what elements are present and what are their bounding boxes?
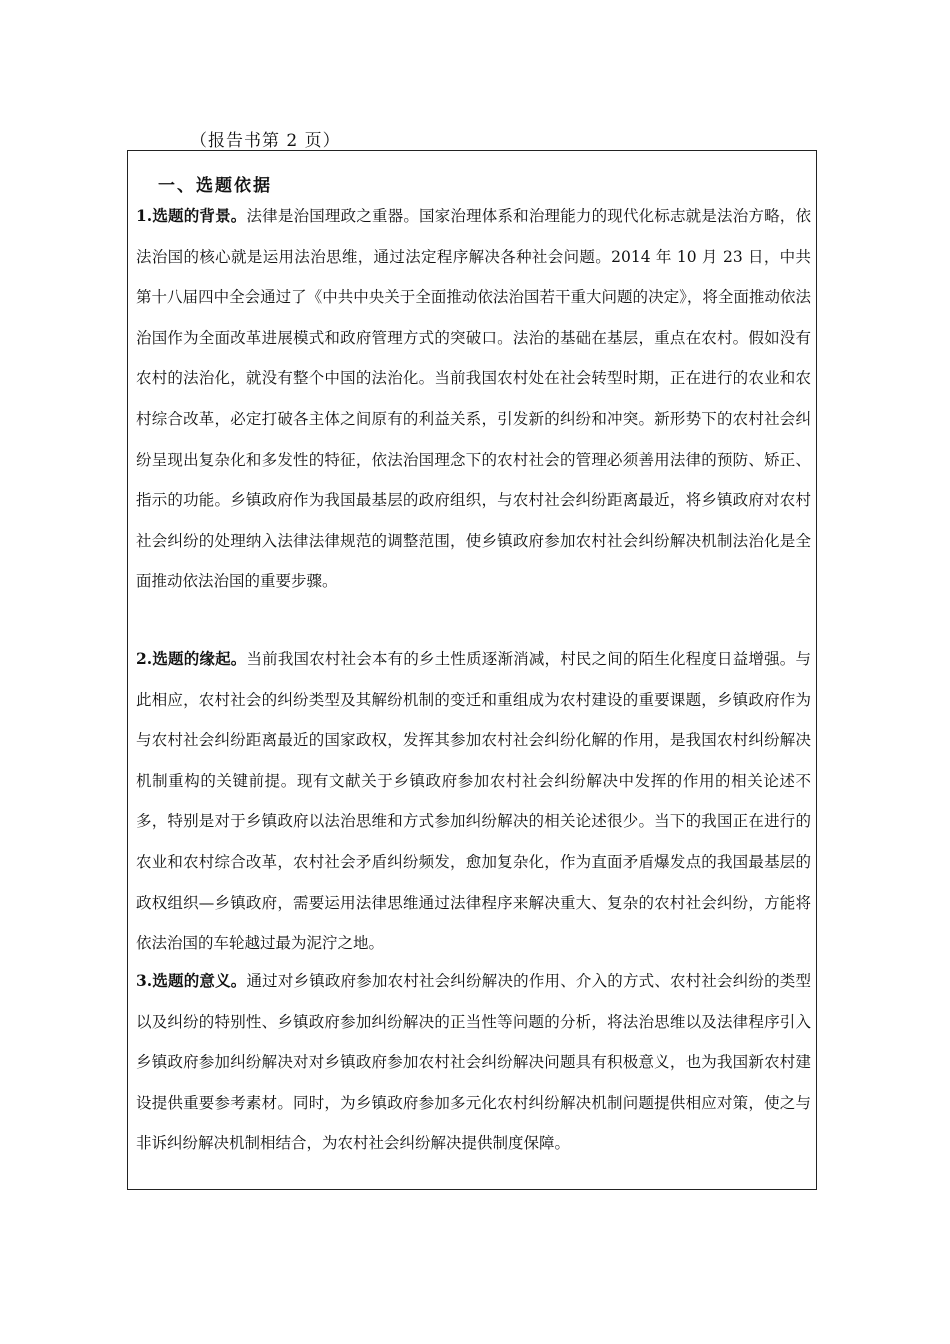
paragraph-origin [136, 639, 811, 964]
section-heading: 一、选题依据 [158, 176, 272, 196]
paragraph-lead: 3.选题的意义。 [136, 971, 247, 990]
page-number-note: （报告书第 2 页） [190, 131, 341, 151]
paragraph-lead: 1.选题的背景。 [136, 206, 247, 225]
paragraph-text: 当前我国农村社会本有的乡土性质逐渐消减，村民之间的陌生化程度日益增强。与此相应，农村社会的纠纷类型及其解纷机制的变迁和重组成为农村建设的重要课题，乡镇政府作为与农村社会纠纷距离最近的国家政权，发挥其参加农村社会纠纷化解的作用，是我国农村纠纷解决机制重构的关键前提。现有文献关于乡镇政府参加农村社会纠纷解决中发挥的作用的相关论述不多，特别是对于乡镇政府以法治思维和方式参加纠纷解决的相关论述很少。当下的我国正在进行的农业和农村综合改革，农村社会矛盾纠纷频发，愈加复杂化，作为直面矛盾爆发点的我国最基层的政权组织—乡镇政府，需要运用法律思维通过法律程序来解决重大、复杂的农村社会纠纷，方能将依法治国的车轮越过最为泥泞之地。 [136, 650, 811, 953]
report-section-box [127, 150, 817, 1190]
paragraph-background [136, 196, 811, 602]
paragraph-lead: 2.选题的缘起。 [136, 649, 247, 668]
paragraph-significance [136, 961, 811, 1164]
paragraph-text: 通过对乡镇政府参加农村社会纠纷解决的作用、介入的方式、农村社会纠纷的类型以及纠纷的特别性、乡镇政府参加纠纷解决的正当性等问题的分析，将法治思维以及法律程序引入乡镇政府参加纠纷解决对对乡镇政府参加农村社会纠纷解决问题具有积极意义，也为我国新农村建设提供重要参考素材。同时，为乡镇政府参加多元化农村纠纷解决机制问题提供相应对策，使之与非诉纠纷解决机制相结合，为农村社会纠纷解决提供制度保障。 [136, 972, 811, 1153]
paragraph-text: 法律是治国理政之重器。国家治理体系和治理能力的现代化标志就是法治方略，依法治国的核心就是运用法治思维，通过法定程序解决各种社会问题。2014 年 10 月 23 日，中共第十八届四中全会通过了《中共中央关于全面推动依法治国若干重大问题的决定》，将全面推动依法治国作为全面改革进展模式和政府管理方式的突破口。法治的基础在基层，重点在农村。假如没有农村的法治化，就没有整个中国的法治化。当前我国农村处在社会转型时期，正在进行的农业和农村综合改革，必定打破各主体之间原有的利益关系，引发新的纠纷和冲突。新形势下的农村社会纠纷呈现出复杂化和多发性的特征，依法治国理念下的农村社会的管理必须善用法律的预防、矫正、指示的功能。乡镇政府作为我国最基层的政府组织，与农村社会纠纷距离最近，将乡镇政府对农村社会纠纷的处理纳入法律法律规范的调整范围，使乡镇政府参加农村社会纠纷解决机制法治化是全面推动依法治国的重要步骤。 [136, 207, 811, 591]
